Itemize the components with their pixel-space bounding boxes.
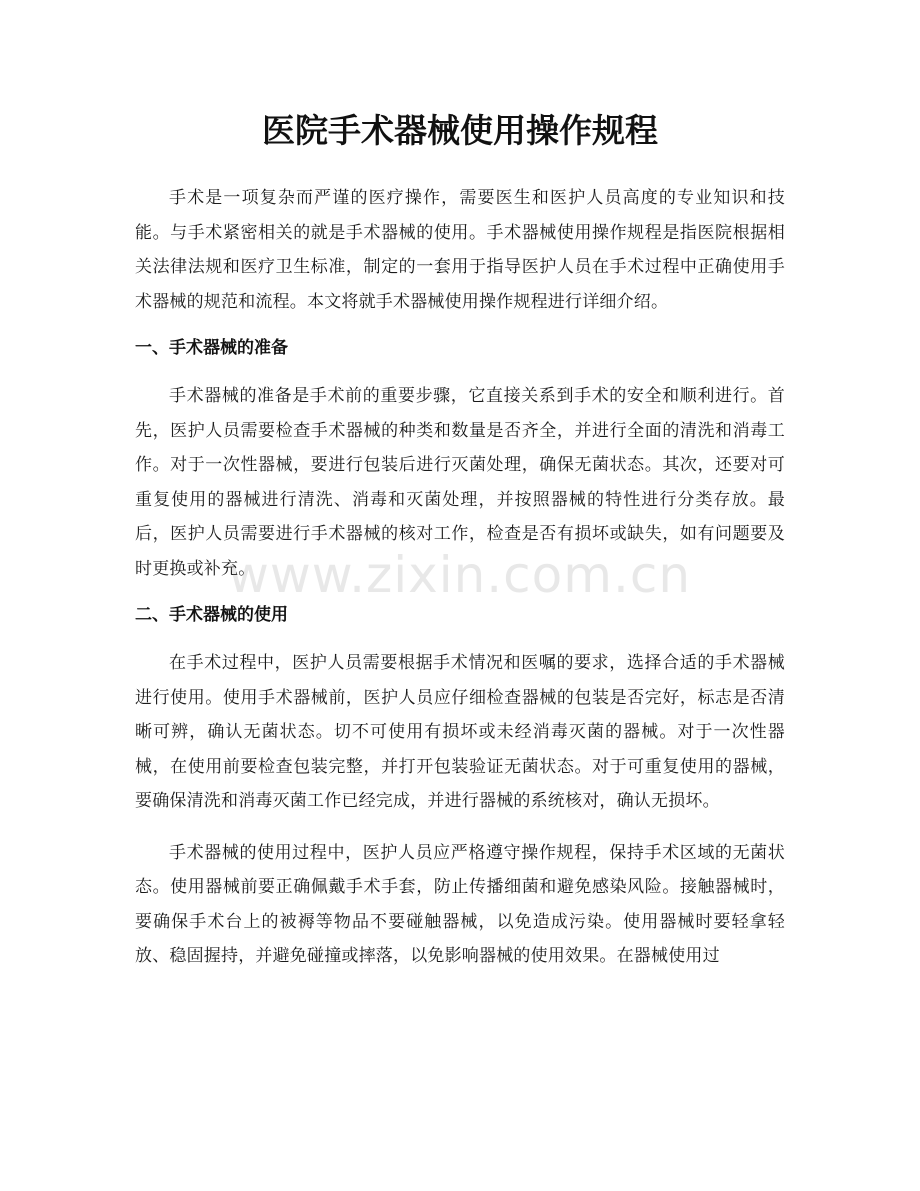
watermark: www.zixin.com.cn [228, 546, 692, 604]
section-paragraph-preparation: 手术器械的准备是手术前的重要步骤，它直接关系到手术的安全和顺利进行。首先，医护人员需要检查手术器械的种类和数量是否齐全，并进行全面的清洗和消毒工作。对于一次性器械，要进行包装后进行灭菌处理，确保无菌状态。其次，还要对可重复使用的器械进行清洗、消毒和灭菌处理，并按照器械的特性进行分类存放。最后，医护人员需要进行手术器械的核对工作，检查是否有损坏或缺失，如有问题要及时更换或补充。 [135, 386, 785, 579]
intro-paragraph: 手术是一项复杂而严谨的医疗操作，需要医生和医护人员高度的专业知识和技能。与手术紧密相关的就是手术器械的使用。手术器械使用操作规程是指医院根据相关法律法规和医疗卫生标准，制定的一套用于指导医护人员在手术过程中正确使用手术器械的规范和流程。本文将就手术器械使用操作规程进行详细介绍。 [135, 188, 785, 312]
spacer [135, 586, 785, 598]
spacer [135, 819, 785, 836]
section-heading-usage: 二、手术器械的使用 [135, 605, 288, 625]
document-body [135, 181, 785, 974]
spacer [135, 319, 785, 331]
section-paragraph-usage-2: 手术器械的使用过程中，医护人员应严格遵守操作规程，保持手术区域的无菌状态。使用器械前要正确佩戴手术手套，防止传播细菌和避免感染风险。接触器械时，要确保手术台上的被褥等物品不要碰触器械，以免造成污染。使用器械时要轻拿轻放、稳固握持，并避免碰撞或摔落，以免影响器械的使用效果。在器械使用过 [135, 842, 785, 966]
spacer [135, 365, 785, 379]
section-paragraph-usage-1: 在手术过程中，医护人员需要根据手术情况和医嘱的要求，选择合适的手术器械进行使用。使用手术器械前，医护人员应仔细检查器械的包装是否完好，标志是否清晰可辨，确认无菌状态。切不可使用有损坏或未经消毒灭菌的器械。对于一次性器械，在使用前要检查包装完整，并打开包装验证无菌状态。对于可重复使用的器械，要确保清洗和消毒灭菌工作已经完成，并进行器械的系统核对，确认无损坏。 [135, 653, 785, 811]
section-heading-preparation: 一、手术器械的准备 [135, 338, 288, 358]
spacer [135, 632, 785, 646]
document-title: 医院手术器械使用操作规程 [262, 111, 658, 150]
